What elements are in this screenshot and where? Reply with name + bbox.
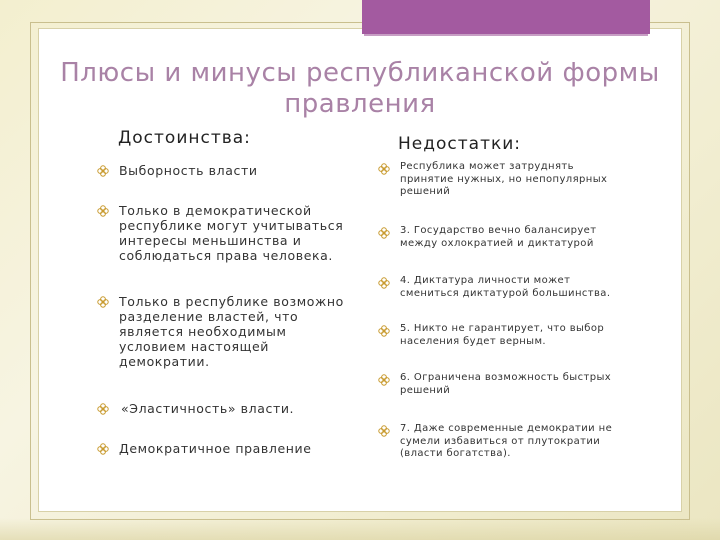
disadvantage-text: 5. Никто не гарантирует, что выбор населения будет верным. [400, 323, 605, 347]
flower-bullet-icon [97, 403, 109, 415]
disadvantage-text: 4. Диктатура личности может смениться диктатурой большинства. [400, 275, 611, 299]
flower-bullet-icon [378, 277, 390, 289]
flower-bullet-icon [97, 296, 109, 308]
advantage-text: Выборность власти [119, 163, 258, 178]
flower-bullet-icon [378, 425, 390, 437]
disadvantage-text: 6. Ограничена возможность быстрых решений [400, 372, 612, 396]
advantage-text: Только в демократической республике могут учитываться интересы меньшинства и соблюдаться права человека. [119, 203, 344, 263]
disadvantage-text: 7. Даже современные демократии не сумели избавиться от плутократии (власти богатства). [400, 423, 613, 459]
flower-bullet-icon [378, 163, 390, 175]
disadvantages-heading: Недостатки: [398, 134, 522, 154]
flower-bullet-icon [97, 443, 109, 455]
flower-bullet-icon [97, 165, 109, 177]
advantage-text: Демократичное правление [119, 441, 312, 456]
flower-bullet-icon [378, 227, 390, 239]
disadvantage-text: 3. Государство вечно балансирует между охлократией и диктатурой [400, 225, 597, 249]
flower-bullet-icon [378, 374, 390, 386]
advantages-heading: Достоинства: [118, 128, 251, 148]
flower-bullet-icon [378, 325, 390, 337]
advantage-text: «Эластичность» власти. [121, 401, 295, 416]
bottom-shade [0, 518, 720, 540]
flower-bullet-icon [97, 205, 109, 217]
disadvantage-text: Республика может затруднять принятие нужных, но непопулярных решений [400, 161, 608, 197]
slide-title: Плюсы и минусы республиканской формы правления [60, 58, 660, 119]
advantage-text: Только в республике возможно разделение властей, что является необходимым условием настоящей демократии. [119, 294, 344, 369]
